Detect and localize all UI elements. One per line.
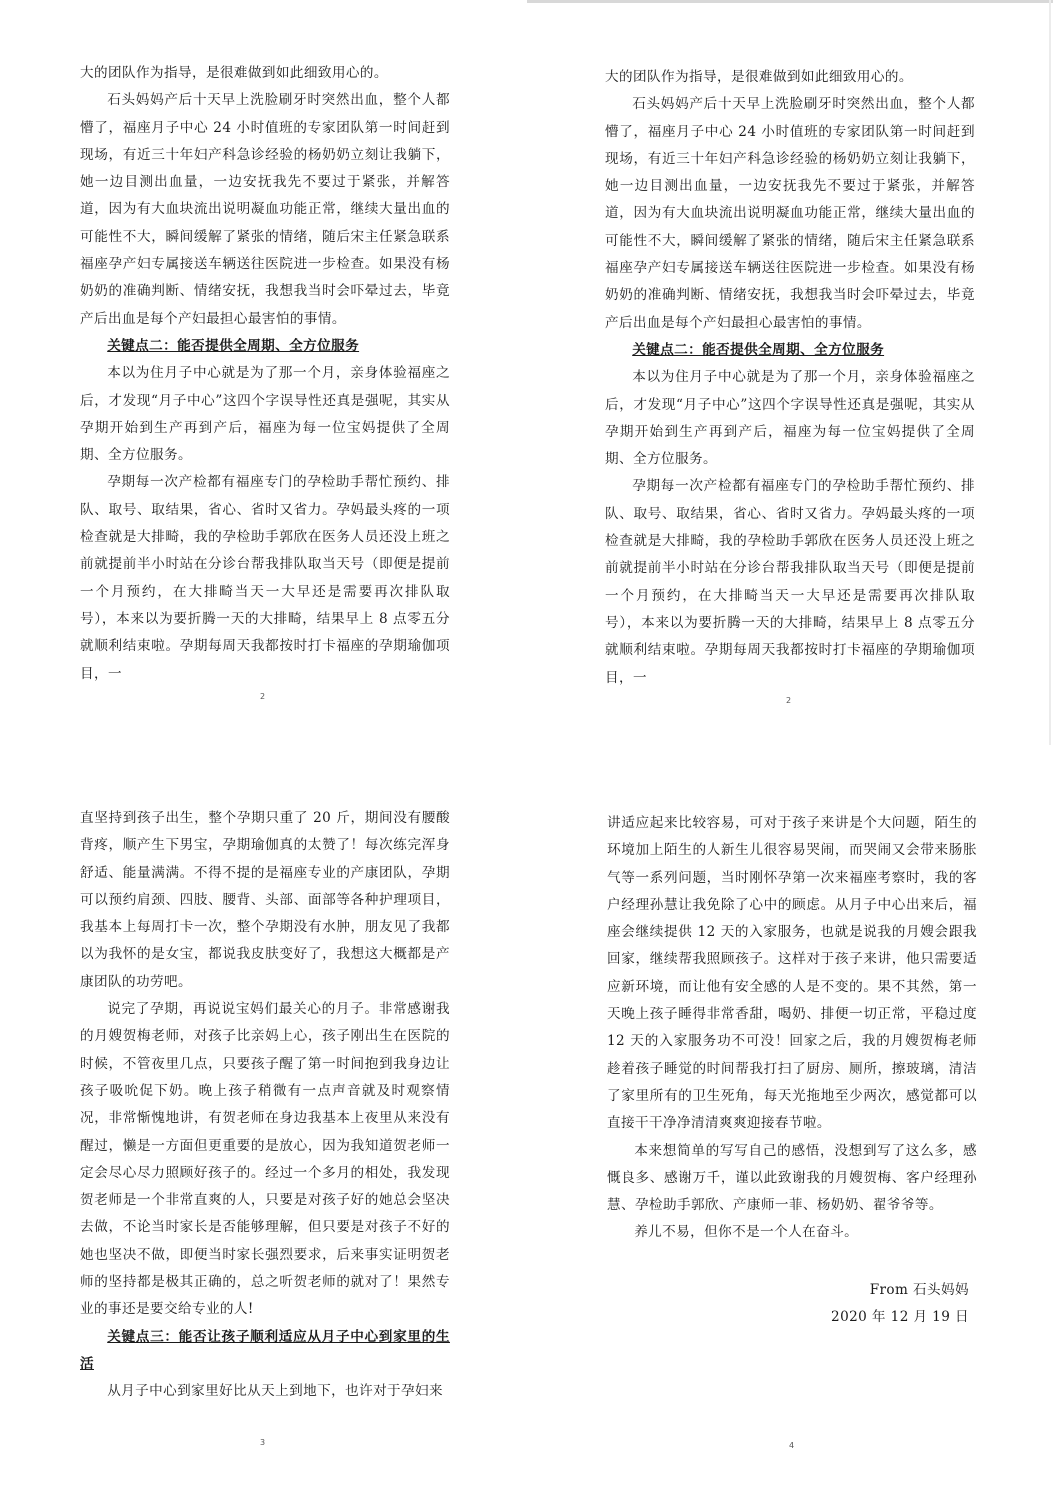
right-edge-line (1049, 0, 1051, 745)
page-number: 2 (786, 696, 792, 705)
body-paragraph: 本以为住月子中心就是为了那一个月，亲身体验福座之后，才发现“月子中心”这四个字误导性还真是强呢，其实从孕期开始到生产再到产后，福座为每一位宝妈提供了全周期、全方位服务。 (605, 369, 975, 468)
section-heading-text: 关键点二：能否提供全周期、全方位服务 (107, 337, 360, 354)
body-paragraph: 石头妈妈产后十天早上洗脸刷牙时突然出血，整个人都懵了，福座月子中心 24 小时值班的专家团队第一时间赶到现场，有近三十年妇产科急诊经验的杨奶奶立刻让我躺下，她一边目测出血量，一边安抚我先不要过于紧张，并解答道，因为有大血块流出说明凝血功能正常，继续大量出血的可能性不大，瞬间缓解了紧张的情绪，随后宋主任紧急联系福座孕产妇专属接送车辆送往医院进一步检查。如果没有杨奶奶的准确判断、情绪安抚，我想我当时会吓晕过去，毕竟产后出血是每个产妇最担心最害怕的事情。 (605, 96, 975, 331)
body-paragraph: 养儿不易，但你不是一个人在奋斗。 (634, 1224, 859, 1241)
document-page-bottom-left (80, 805, 450, 1406)
document-page-top-right (605, 64, 975, 692)
body-paragraph: 本以为住月子中心就是为了那一个月，亲身体验福座之后，才发现“月子中心”这四个字误导性还真是强呢，其实从孕期开始到生产再到产后，福座为每一位宝妈提供了全周期、全方位服务。 (80, 365, 450, 464)
page-number: 3 (260, 1438, 266, 1447)
body-paragraph: 直坚持到孩子出生，整个孕期只重了 20 斤，期间没有腰酸背疼，顺产生下男宝，孕期瑜伽真的太赞了！每次练完浑身舒适、能量满满。不得不提的是福座专业的产康团队，孕期可以预约肩颈、四肢、腰背、头部、面部等各种护理项目，我基本上每周打卡一次，整个孕期没有水肿，朋友见了我都以为我怀的是女宝，都说我皮肤变好了，我想这大概都是产康团队的功劳吧。 (80, 810, 450, 990)
top-edge-line (527, 0, 1053, 3)
page-number: 2 (260, 692, 266, 701)
document-page-top-left (80, 60, 450, 688)
signature-line: 2020 年 12 月 19 日 (831, 1309, 969, 1326)
section-heading (605, 337, 975, 364)
page-number: 4 (789, 1441, 795, 1450)
body-paragraph: 本来想简单的写写自己的感悟，没想到写了这么多，感慨良多、感谢万千，谨以此致谢我的月嫂贺梅、客户经理孙慧、孕检助手郭欣、产康师一菲、杨奶奶、翟爷爷等。 (607, 1142, 977, 1214)
body-paragraph: 从月子中心到家里好比从天上到地下，也许对于孕妇来 (107, 1383, 444, 1400)
blank-line (607, 1247, 977, 1277)
body-paragraph: 孕期每一次产检都有福座专门的孕检助手帮忙预约、排队、取号、取结果，省心、省时又省力。孕妈最头疼的一项检查就是大排畸，我的孕检助手郭欣在医务人员还没上班之前就提前半小时站在分诊台帮我排队取当天号（即便是提前一个月预约，在大排畸当天一大早还是需要再次排队取号），本来以为要折腾一天的大排畸，结果早上 8 点零五分就顺利结束啦。孕期每周天我都按时打卡福座的孕期瑜伽项目，一 (605, 478, 975, 686)
body-paragraph: 大的团队作为指导，是很难做到如此细致用心的。 (605, 69, 913, 85)
section-heading-text: 关键点三：能否让孩子顺利适应从月子中心到家里的生活 (80, 1328, 450, 1372)
body-paragraph: 说完了孕期，再说说宝妈们最关心的月子。非常感谢我的月嫂贺梅老师，对孩子比亲妈上心，孩子刚出生在医院的时候，不管夜里几点，只要孩子醒了第一时间抱到我身边让孩子吸吮促下奶。晚上孩子稍微有一点声音就及时观察情况，非常惭愧地讲，有贺老师在身边我基本上夜里从来没有醒过，懒是一方面但更重要的是放心，因为我知道贺老师一定会尽心尽力照顾好孩子的。经过一个多月的相处，我发现贺老师是一个非常直爽的人，只要是对孩子好的她总会坚决去做，不论当时家长是否能够理解，但只要是对孩子不好的她也坚决不做，即便当时家长强烈要求，后来事实证明贺老师的坚持都是极其正确的，总之听贺老师的就对了！果然专业的事还是要交给专业的人! (80, 1001, 450, 1318)
section-heading-text: 关键点二：能否提供全周期、全方位服务 (632, 341, 885, 358)
document-page-bottom-right (607, 810, 977, 1331)
body-paragraph: 石头妈妈产后十天早上洗脸刷牙时突然出血，整个人都懵了，福座月子中心 24 小时值班的专家团队第一时间赶到现场，有近三十年妇产科急诊经验的杨奶奶立刻让我躺下，她一边目测出血量，一边安抚我先不要过于紧张，并解答道，因为有大血块流出说明凝血功能正常，继续大量出血的可能性不大，瞬间缓解了紧张的情绪，随后宋主任紧急联系福座孕产妇专属接送车辆送往医院进一步检查。如果没有杨奶奶的准确判断、情绪安抚，我想我当时会吓晕过去，毕竟产后出血是每个产妇最担心最害怕的事情。 (80, 92, 450, 327)
signature-line: From 石头妈妈 (869, 1281, 969, 1298)
body-paragraph: 讲适应起来比较容易，可对于孩子来讲是个大问题，陌生的环境加上陌生的人新生儿很容易哭闹，而哭闹又会带来肠胀气等一系列问题，当时刚怀孕第一次来福座考察时，我的客户经理孙慧让我免除了心中的顾虑。从月子中心出来后，福座会继续提供 12 天的入家服务，也就是说我的月嫂会跟我回家，继续帮我照顾孩子。这样对于孩子来讲，他只需要适应新环境，而让他有安全感的人是不变的。果不其然，第一天晚上孩子睡得非常香甜，喝奶、排便一切正常，平稳过度 12 天的入家服务功不可没！回家之后，我的月嫂贺梅老师趁着孩子睡觉的时间帮我打扫了厨房、厕所，擦玻璃，清洁了家里所有的卫生死角，每天光拖地至少两次，感觉都可以直接干干净净清清爽爽迎接春节啦。 (607, 815, 977, 1132)
body-paragraph: 孕期每一次产检都有福座专门的孕检助手帮忙预约、排队、取号、取结果，省心、省时又省力。孕妈最头疼的一项检查就是大排畸，我的孕检助手郭欣在医务人员还没上班之前就提前半小时站在分诊台帮我排队取当天号（即便是提前一个月预约，在大排畸当天一大早还是需要再次排队取号），本来以为要折腾一天的大排畸，结果早上 8 点零五分就顺利结束啦。孕期每周天我都按时打卡福座的孕期瑜伽项目，一 (80, 474, 450, 682)
section-heading (80, 333, 450, 360)
body-paragraph: 大的团队作为指导，是很难做到如此细致用心的。 (80, 65, 388, 81)
section-heading (80, 1324, 450, 1379)
